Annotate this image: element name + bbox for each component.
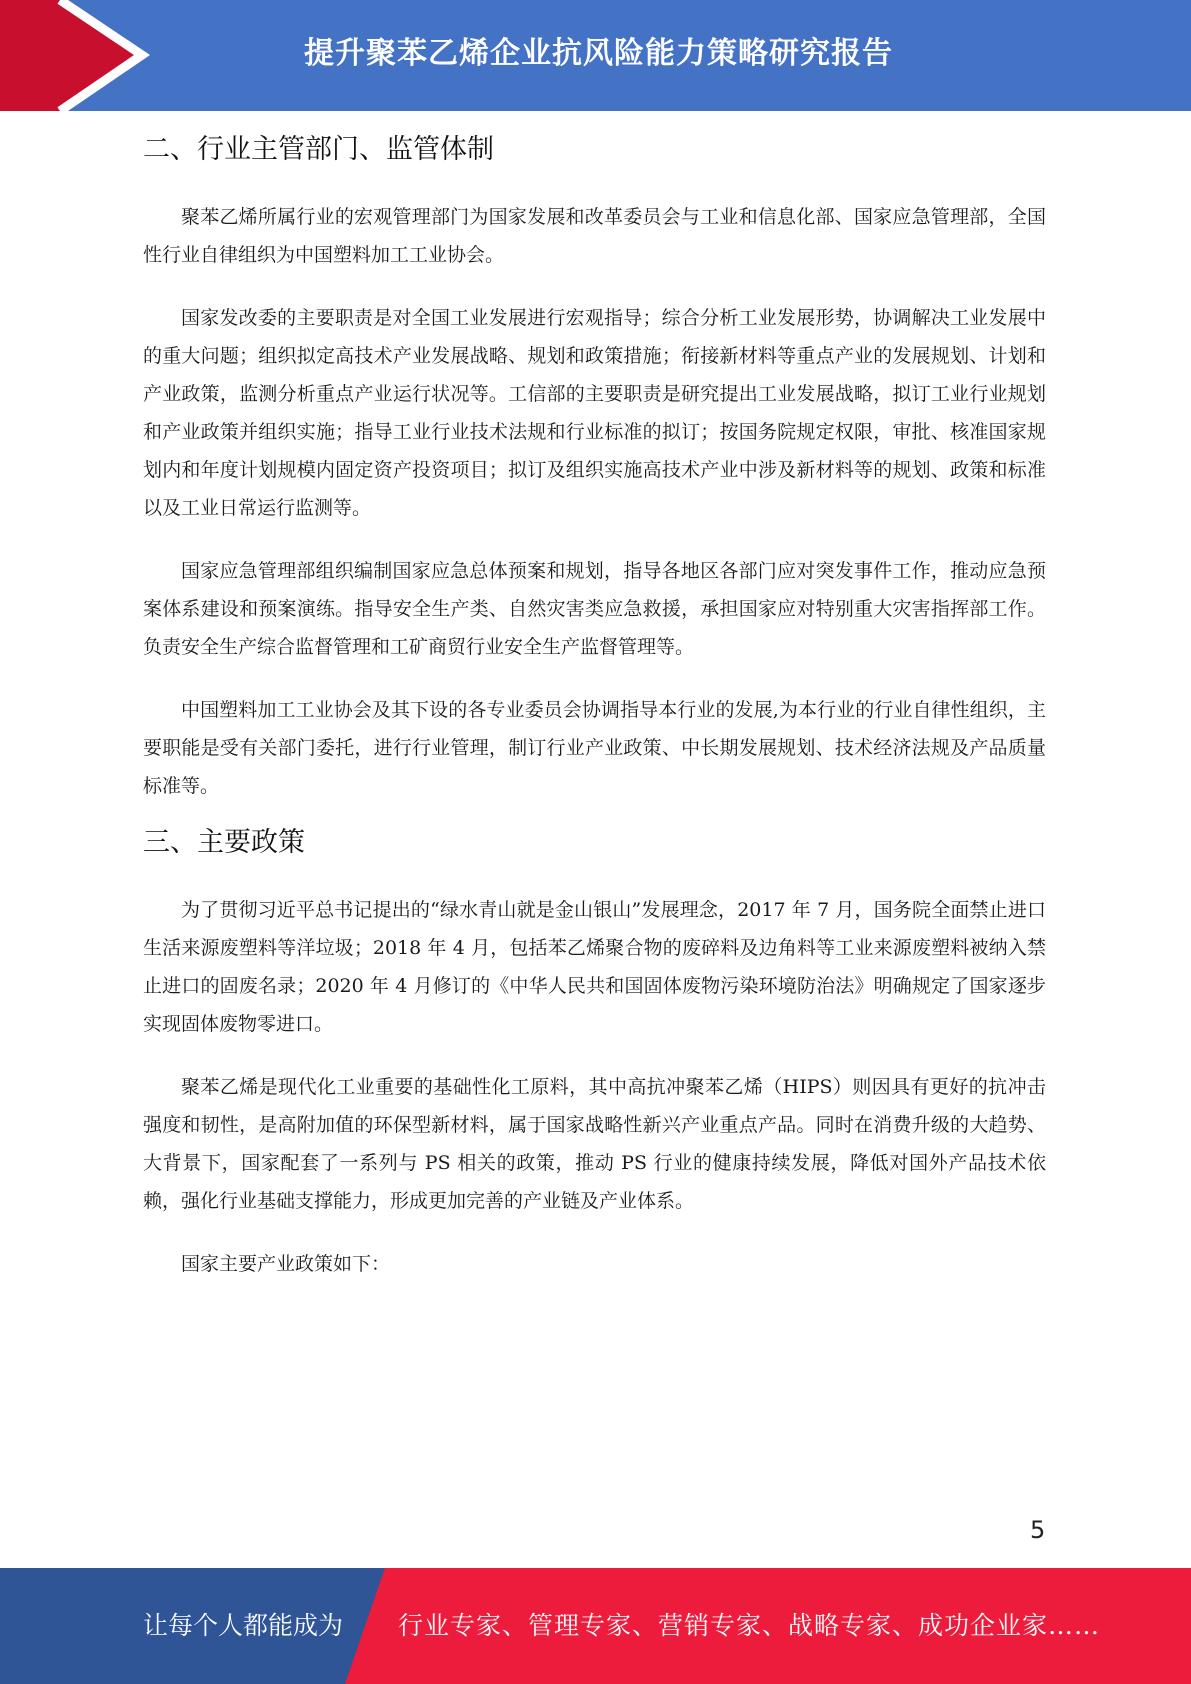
paragraph-hips-policy: 聚苯乙烯是现代化工业重要的基础性化工原料，其中高抗冲聚苯乙烯（HIPS）则因具有更好的抗冲击强度和韧性，是高附加值的环保型新材料，属于国家战略性新兴产业重点产品。同时在消费升级的大趋势、大背景下，国家配套了一系列与 PS 相关的政策，推动 PS 行业的健康持续发展，降低对国外产品技术依赖，强化行业基础支撑能力，形成更加完善的产业链及产业体系。 (143, 1076, 1046, 1212)
paragraph-plastics-association: 中国塑料加工工业协会及其下设的各专业委员会协调指导本行业的发展,为本行业的行业自律性组织，主要职能是受有关部门委托，进行行业管理，制订行业产业政策、中长期发展规划、技术经济法规及产品质量标准等。 (143, 699, 1046, 797)
section-heading-policies: 三、主要政策 (143, 827, 305, 858)
paragraph-regulators: 聚苯乙烯所属行业的宏观管理部门为国家发展和改革委员会与工业和信息化部、国家应急管理部，全国性行业自律组织为中国塑料加工工业协会。 (143, 206, 1046, 266)
report-title: 提升聚苯乙烯企业抗风险能力策略研究报告 (304, 36, 893, 71)
header-red-chevron (0, 0, 148, 111)
paragraph-waste-import-ban: 为了贯彻习近平总书记提出的“绿水青山就是金山银山”发展理念，2017 年 7 月，国务院全面禁止进口生活来源废塑料等洋垃圾；2018 年 4 月，包括苯乙烯聚合物的废碎料及边角料等工业来源废塑料被纳入禁止进口的固废名录；2020 年 4 月修订的《中华人民共和国固体废物污染环境防治法》明确规定了国家逐步实现固体废物零进口。 (143, 899, 1046, 1035)
page-content (143, 128, 1046, 1283)
paragraph-policy-list-intro: 国家主要产业政策如下： (181, 1253, 391, 1275)
page-header (0, 0, 1191, 111)
section-heading-regulation: 二、行业主管部门、监管体制 (143, 134, 494, 165)
paragraph-emergency-ministry: 国家应急管理部组织编制国家应急总体预案和规划，指导各地区各部门应对突发事件工作，推动应急预案体系建设和预案演练。指导安全生产类、自然灾害类应急救援，承担国家应对特别重大灾害指挥部工作。负责安全生产综合监督管理和工矿商贸行业安全生产监督管理等。 (143, 560, 1046, 658)
paragraph-ndrc-miit: 国家发改委的主要职责是对全国工业发展进行宏观指导；综合分析工业发展形势，协调解决工业发展中的重大问题；组织拟定高技术产业发展战略、规划和政策措施；衔接新材料等重点产业的发展规划、计划和产业政策，监测分析重点产业运行状况等。工信部的主要职责是研究提出工业发展战略，拟订工业行业规划和产业政策并组织实施；指导工业行业技术法规和行业标准的拟订；按国务院规定权限，审批、核准国家规划内和年度计划规模内固定资产投资项目；拟订及组织实施高技术产业中涉及新材料等的规划、政策和标准以及工业日常运行监测等。 (143, 307, 1046, 519)
page-number: 5 (1030, 1516, 1046, 1544)
footer-slogan-right: 行业专家、管理专家、营销专家、战略专家、成功企业家…… (398, 1611, 1101, 1640)
footer-slogan-left: 让每个人都能成为 (143, 1611, 344, 1640)
page-footer (0, 1568, 1191, 1684)
